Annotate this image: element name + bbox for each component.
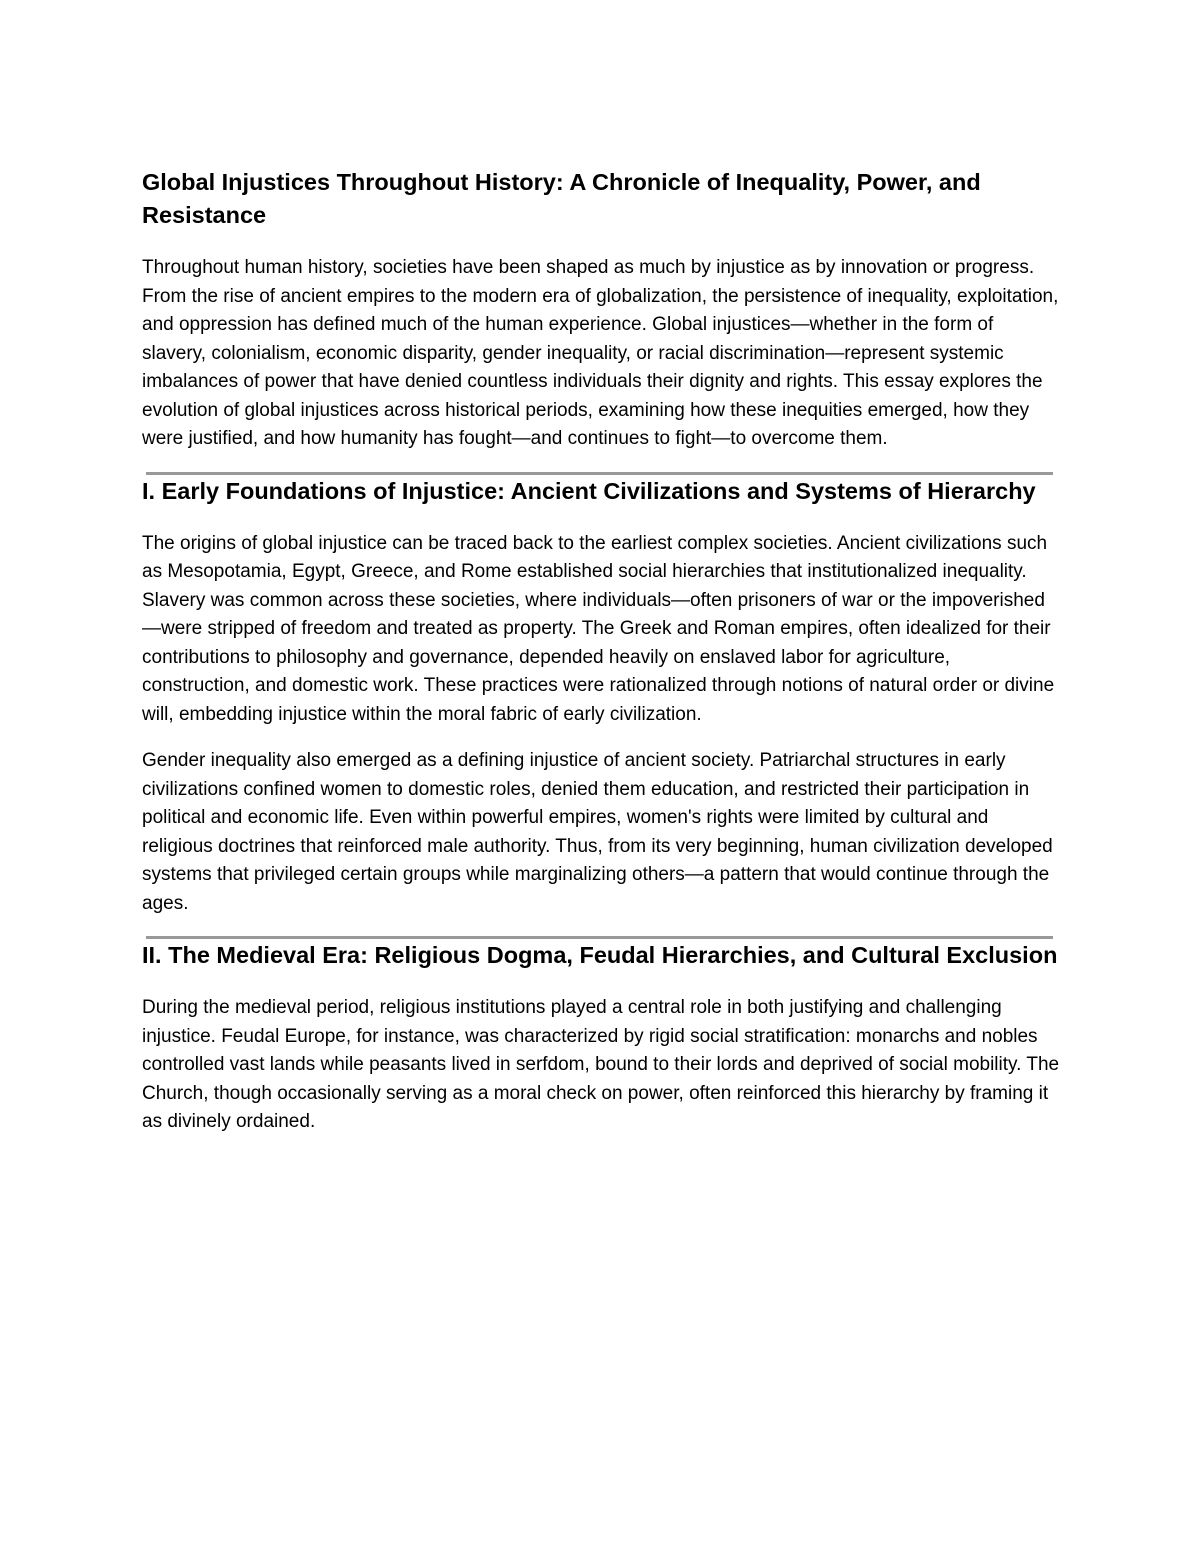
section-medieval-era [142, 939, 1062, 1137]
document-title: Global Injustices Throughout History: A Chronicle of Inequality, Power, and Resistance [142, 169, 981, 228]
section-heading: II. The Medieval Era: Religious Dogma, Feudal Hierarchies, and Cultural Exclusion [142, 942, 1058, 968]
intro-paragraph: Throughout human history, societies have been shaped as much by injustice as by innovation or progress. From the rise of ancient empires to the modern era of globalization, the persistence of inequality, exploitation, and oppression has defined much of the human experience. Global injustices—whether in the form of slavery, colonialism, economic disparity, gender inequality, or racial discrimination—represent systemic imbalances of power that have denied countless individuals their dignity and rights. This essay explores the evolution of global injustices across historical periods, examining how these inequities emerged, how they were justified, and how humanity has fought—and continues to fight—to overcome them. [142, 257, 1059, 449]
body-paragraph: Gender inequality also emerged as a defining injustice of ancient society. Patriarchal structures in early civilizations confined women to domestic roles, denied them education, and restricted their participation in political and economic life. Even within powerful empires, women's rights were limited by cultural and religious doctrines that reinforced male authority. Thus, from its very beginning, human civilization developed systems that privileged certain groups while marginalizing others—a pattern that would continue through the ages. [142, 750, 1053, 914]
body-paragraph: The origins of global injustice can be traced back to the earliest complex societies. Ancient civilizations such as Mesopotamia, Egypt, Greece, and Rome established social hierarchies that institutionalized inequality. Slavery was common across these societies, where individuals—often prisoners of war or the impoverished—were stripped of freedom and treated as property. The Greek and Roman empires, often idealized for their contributions to philosophy and governance, depended heavily on enslaved labor for agriculture, construction, and domestic work. These practices were rationalized through notions of natural order or divine will, embedding injustice within the moral fabric of early civilization. [142, 532, 1055, 725]
body-paragraph: During the medieval period, religious institutions played a central role in both justifying and challenging injustice. Feudal Europe, for instance, was characterized by rigid social stratification: monarchs and nobles controlled vast lands while peasants lived in serfdom, bound to their lords and deprived of social mobility. The Church, though occasionally serving as a moral check on power, often reinforced this hierarchy by framing it as divinely ordained. [142, 997, 1060, 1132]
section-early-foundations [142, 475, 1062, 919]
section-heading: I. Early Foundations of Injustice: Ancient Civilizations and Systems of Hierarchy [142, 477, 1036, 504]
document-page [142, 166, 1062, 1155]
